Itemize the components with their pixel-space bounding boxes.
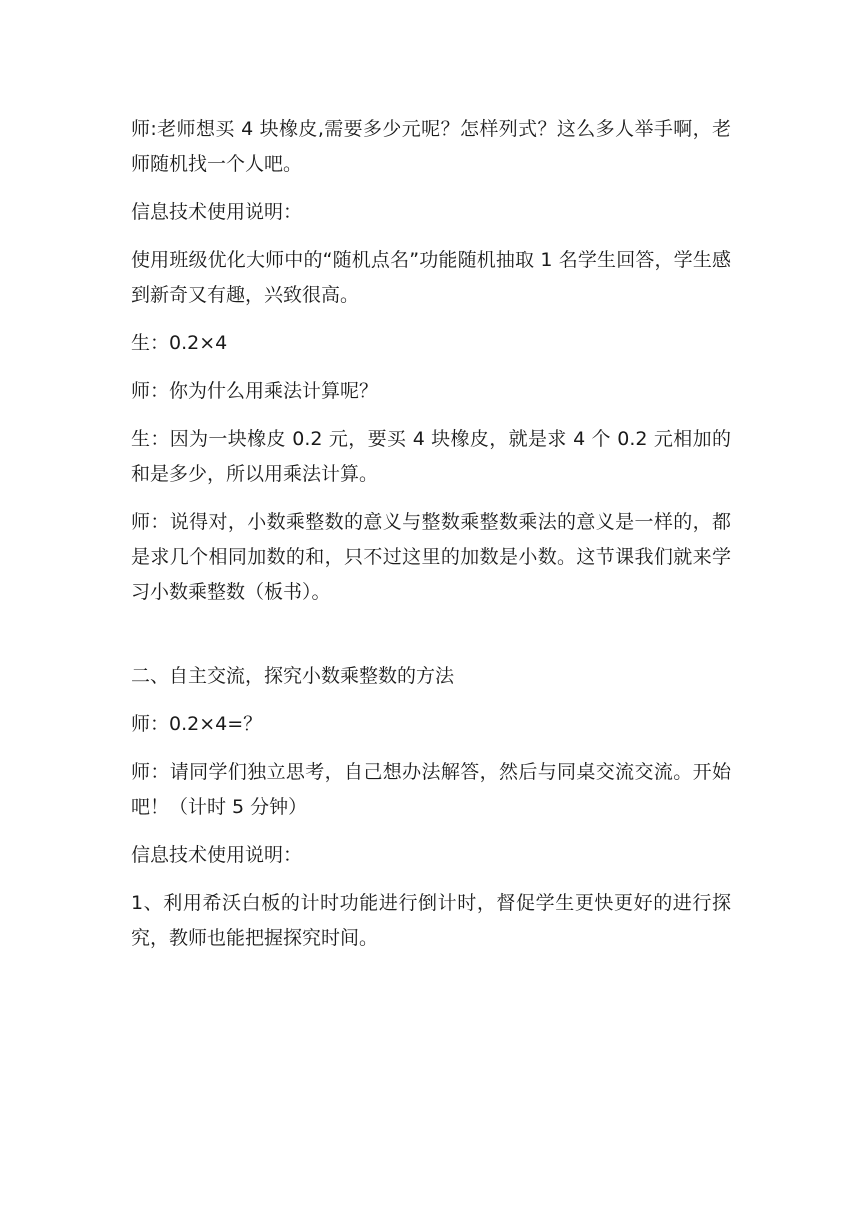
paragraph-student-explanation: 生：因为一块橡皮 0.2 元，要买 4 块橡皮，就是求 4 个 0.2 元相加的和是多少，所以用乘法计算。: [131, 428, 731, 485]
paragraph-teacher-instruction: 师：请同学们独立思考，自己想办法解答，然后与同桌交流交流。开始吧！（计时 5 分钟）: [131, 761, 731, 818]
paragraph-teacher-why: 师：你为什么用乘法计算呢？: [131, 380, 379, 402]
paragraph-teacher-question: 师:老师想买 4 块橡皮,需要多少元呢？怎样列式？这么多人举手啊，老师随机找一个人吧。: [131, 118, 731, 175]
section-heading: 二、自主交流，探究小数乘整数的方法: [131, 665, 455, 687]
paragraph-timer-note: 1、利用希沃白板的计时功能进行倒计时，督促学生更快更好的进行探究，教师也能把握探究时间。: [131, 892, 731, 949]
paragraph-teacher-problem: 师：0.2×4=？: [131, 713, 263, 735]
paragraph-teacher-summary: 师：说得对，小数乘整数的意义与整数乘整数乘法的意义是一样的，都是求几个相同加数的和，只不过这里的加数是小数。这节课我们就来学习小数乘整数（板书）。: [131, 511, 731, 603]
paragraph-student-answer: 生：0.2×4: [131, 332, 228, 354]
paragraph-tech-note-label: 信息技术使用说明：: [131, 201, 303, 223]
paragraph-tech-note-label-2: 信息技术使用说明：: [131, 844, 303, 866]
paragraph-random-call-note: 使用班级优化大师中的“随机点名”功能随机抽取 1 名学生回答，学生感到新奇又有趣，兴致很高。: [131, 249, 731, 306]
document-body: [131, 112, 731, 969]
